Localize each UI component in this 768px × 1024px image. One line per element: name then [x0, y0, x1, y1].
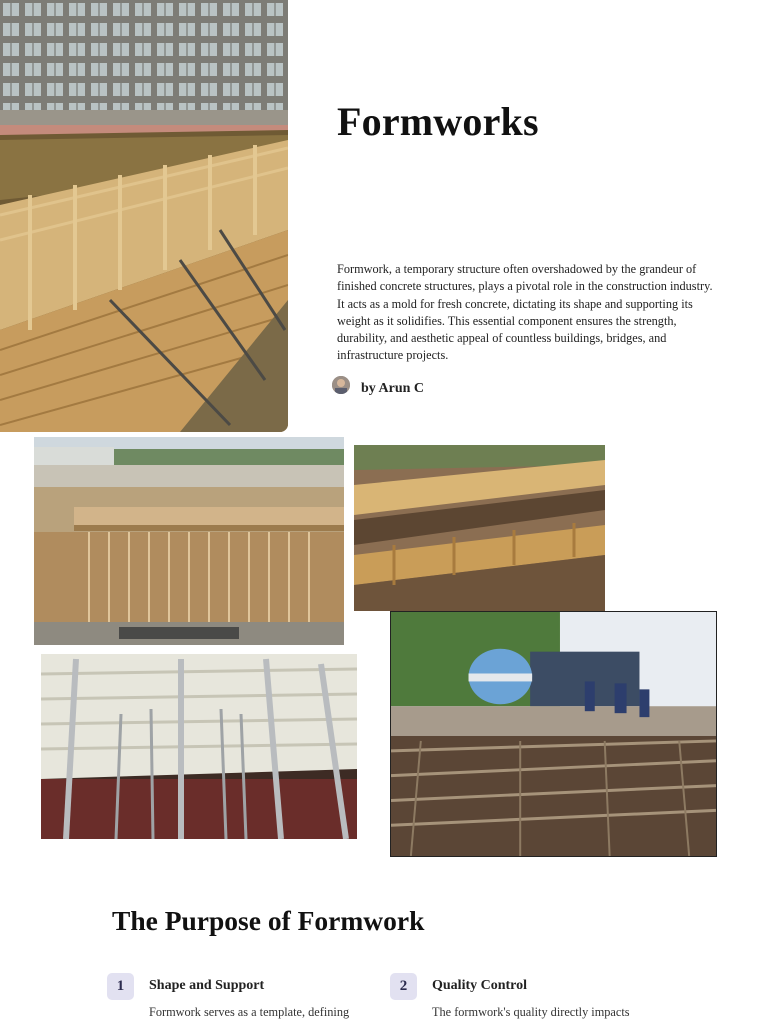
slab-formwork-site-photo [34, 437, 344, 645]
hero-formwork-photo [0, 0, 288, 432]
concrete-pour-workers-photo [390, 611, 717, 857]
page-title: Formworks [337, 99, 539, 144]
step-number-badge: 1 [107, 973, 134, 1000]
steel-props-shoring-photo [41, 654, 357, 839]
footing-formwork-trench-photo [354, 445, 605, 611]
author-name: by Arun C [361, 381, 425, 396]
intro-paragraph: Formwork, a temporary structure often overshadowed by the grandeur of finished concrete structures, plays a pivotal role in the construction industry. It acts as a mold for fresh concrete, dictating its shape and supporting its weight as it solidifies. This essential component ensures the strength, durability, and aesthetic appeal of countless buildings, bridges, and infrastructure projects. [337, 262, 713, 363]
step-title: Quality Control [432, 978, 528, 993]
step-description: The formwork's quality directly impacts [432, 1005, 630, 1019]
section-title-purpose: The Purpose of Formwork [112, 905, 425, 936]
step-title: Shape and Support [149, 978, 265, 993]
step-description: Formwork serves as a template, defining [149, 1005, 350, 1019]
author-avatar [332, 376, 350, 394]
step-number-badge: 2 [390, 973, 417, 1000]
